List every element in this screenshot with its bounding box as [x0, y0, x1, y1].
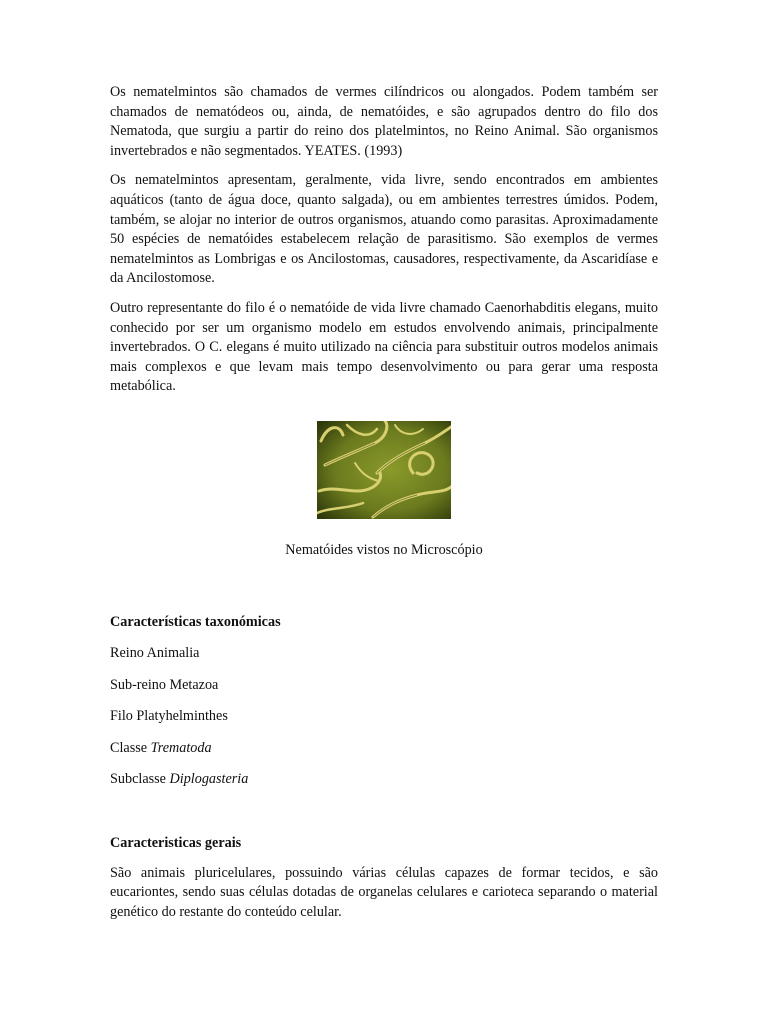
general-heading: Caracteristicas gerais	[110, 835, 242, 852]
figure-caption: Nematóides vistos no Microscópio	[285, 541, 483, 558]
taxonomy-heading: Características taxonómicas	[110, 613, 281, 630]
taxonomy-item-reino	[110, 644, 658, 664]
taxonomy-item-classe	[110, 739, 658, 759]
taxonomy-value: Trematoda	[150, 739, 212, 756]
taxonomy-value: Metazoa	[169, 676, 219, 693]
paragraph-c-elegans: Outro representante do filo é o nematóide de vida livre chamado Caenorhabditis elegans, muito conhecido por ser um organismo modelo em estudos envolvendo animais, principalmente invertebrados. O C. elegans é muito utilizado na ciência para substituir outros modelos animais mais complexos e que levam mais tempo desenvolvimento ou para gerar uma resposta metabólica.	[110, 299, 658, 395]
paragraph-general: São animais pluricelulares, possuindo várias células capazes de formar tecidos, e são eucariontes, sendo suas células dotadas de organelas celulares e carioteca separando o material genético do restante do conteúdo celular.	[110, 864, 658, 920]
taxonomy-label: Subclasse	[110, 771, 166, 788]
nematode-microscope-image	[317, 421, 451, 519]
taxonomy-label: Sub-reino	[110, 676, 166, 693]
taxonomy-value: Diplogasteria	[169, 771, 249, 788]
taxonomy-value: Animalia	[146, 645, 200, 662]
nematode-figure	[110, 421, 658, 561]
taxonomy-label: Classe	[110, 739, 148, 756]
taxonomy-value: Platyhelminthes	[136, 708, 228, 725]
taxonomy-label: Filo	[110, 708, 133, 725]
taxonomy-item-filo	[110, 707, 658, 727]
paragraph-habitat: Os nematelmintos apresentam, geralmente, vida livre, sendo encontrados em ambientes aquáticos (tanto de água doce, quanto salgada), ou em ambientes terrestres úmidos. Podem, também, se alojar no interior de outros organismos, atuando como parasitas. Aproximadamente 50 espécies de nematóides estabelecem relação de parasitismo. São exemplos de vermes nematelmintos as Lombrigas e os Ancilostomas, causadores, respectivamente, da Ascaridíase e da Ancilostomose.	[110, 172, 658, 287]
taxonomy-item-sub-reino	[110, 676, 658, 696]
taxonomy-label: Reino	[110, 645, 144, 662]
paragraph-intro: Os nematelmintos são chamados de vermes cilíndricos ou alongados. Podem também ser chamados de nematódeos ou, ainda, de nematóides, e são agrupados dentro do filo dos Nematoda, que surgiu a partir do reino dos platelmintos, no Reino Animal. São organismos invertebrados e não segmentados. YEATES. (1993)	[110, 84, 658, 159]
taxonomy-item-subclasse	[110, 770, 658, 790]
